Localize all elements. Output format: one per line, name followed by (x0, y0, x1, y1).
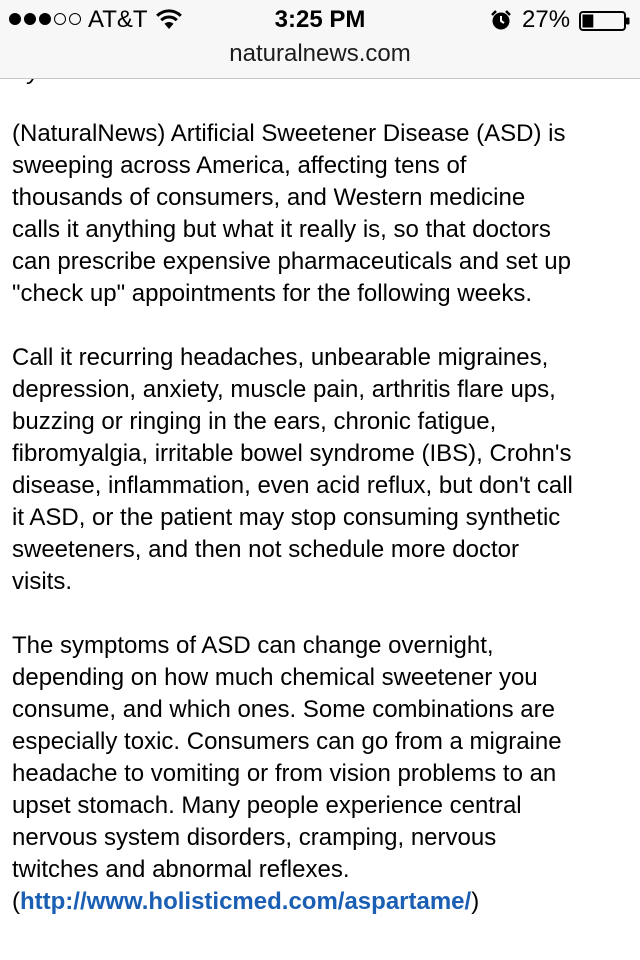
citation-open-paren: ( (12, 888, 20, 915)
alarm-icon (490, 9, 512, 31)
battery-percent: 27% (522, 6, 571, 33)
status-bar (0, 0, 640, 40)
browser-chrome (0, 0, 640, 79)
holisticmed-link[interactable]: http://www.holisticmed.com/aspartame/ (20, 888, 472, 915)
citation-close-paren: ) (471, 888, 480, 915)
article-paragraph: Call it recurring headaches, unbearable migraines, depression, anxiety, muscle pain, arthritis flare ups, buzzing or ringing in the ears, chronic fatigue, fibromyalgia, irritable bowel syndrome (IBS), Crohn's disease, inflammation, even acid reflux, but don't call it ASD, or the patient may stop consuming synthetic sweeteners, and then not schedule more doctor visits. (12, 344, 573, 595)
article-paragraph: (NaturalNews) Artificial Sweetener Disease (ASD) is sweeping across America, affecting tens of thousands of consumers, and Western medicine calls it anything but what it really is, so that doctors can prescribe expensive pharmaceuticals and set up "check up" appointments for the following weeks. (12, 120, 571, 307)
carrier-name: AT&T (88, 6, 148, 33)
address-bar-url[interactable]: naturalnews.com (229, 40, 411, 67)
battery-level-fill (583, 15, 594, 28)
article-paragraph: The symptoms of ASD can change overnight, depending on how much chemical sweetener you consume, and which ones. Some combinations are especially toxic. Consumers can go from a migraine headache to vomiting or from vision problems to an upset stomach. Many people experience central nervous system disorders, cramping, nervous twitches and abnormal reflexes. (12, 632, 562, 883)
citation (12, 886, 632, 918)
status-time: 3:25 PM (274, 6, 366, 33)
battery-icon (579, 11, 631, 31)
article-body (12, 56, 632, 918)
